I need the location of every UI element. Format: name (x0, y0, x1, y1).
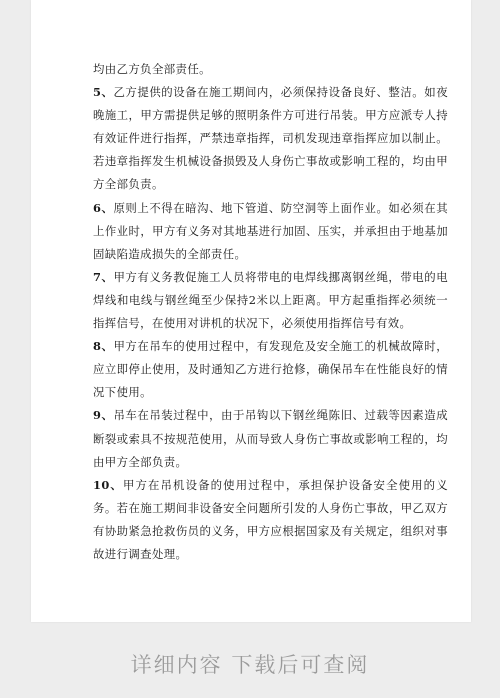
paragraph-number: 9、 (93, 408, 114, 423)
paragraph-number: 6、 (93, 200, 114, 215)
paragraph-number: 10、 (93, 477, 123, 492)
paragraph-text: 甲方在吊机设备的使用过程中，承担保护设备安全使用的义务。若在施工期间非设备安全问题所引发的人身伤亡事故，甲乙双方有协助紧急抢救伤员的义务，甲方应根据国家及有关规定，组织对事故进行调查处理。 (93, 477, 448, 561)
paragraph-text: 甲方在吊车的使用过程中，有发现危及安全施工的机械故障时，应立即停止使用，及时通知乙方进行抢修，确保吊车在性能良好的情况下使用。 (93, 339, 449, 400)
paragraph-text: 原则上不得在暗沟、地下管道、防空洞等上面作业。如必须在其上作业时，甲方有义务对其地基进行加固、压实，并承担由于地基加固缺陷造成损失的全部责任。 (93, 200, 449, 261)
paragraph-8 (93, 335, 448, 404)
paragraph-text: 均由乙方负全部责任。 (93, 62, 211, 76)
paragraph-number: 8、 (93, 339, 114, 354)
download-hint-text: 详细内容 下载后可查阅 (130, 653, 370, 677)
paragraph-5 (93, 81, 448, 196)
download-footer (0, 622, 500, 698)
paragraph-number: 5、 (93, 85, 114, 100)
paragraph-9 (93, 404, 448, 473)
paragraph-0 (93, 58, 448, 81)
paragraph-6 (93, 197, 448, 266)
paragraph-number: 7、 (93, 269, 114, 284)
paragraph-text: 乙方提供的设备在施工期间内，必须保持设备良好、整洁。如夜晚施工，甲方需提供足够的照明条件方可进行吊装。甲方应派专人持有效证件进行指挥，严禁违章指挥，司机发现违章指挥应加以制止。若违章指挥发生机械设备损毁及人身伤亡事故或影响工程的，均由甲方全部负责。 (93, 85, 449, 192)
paragraph-text: 吊车在吊装过程中，由于吊钩以下钢丝绳陈旧、过载等因素造成断裂或索具不按规范使用，从而导致人身伤亡事故或影响工程的，均由甲方全部负责。 (93, 408, 449, 469)
paragraph-10 (93, 474, 448, 566)
document-page (31, 0, 471, 622)
paragraph-7 (93, 266, 448, 335)
document-body (93, 58, 448, 566)
paragraph-text: 甲方有义务教促施工人员将带电的电焊线挪离钢丝绳，带电的电焊线和电线与钢丝绳至少保持2米以上距离。甲方起重指挥必须统一指挥信号，在使用对讲机的状况下，必须使用指挥信号有效。 (93, 269, 449, 331)
